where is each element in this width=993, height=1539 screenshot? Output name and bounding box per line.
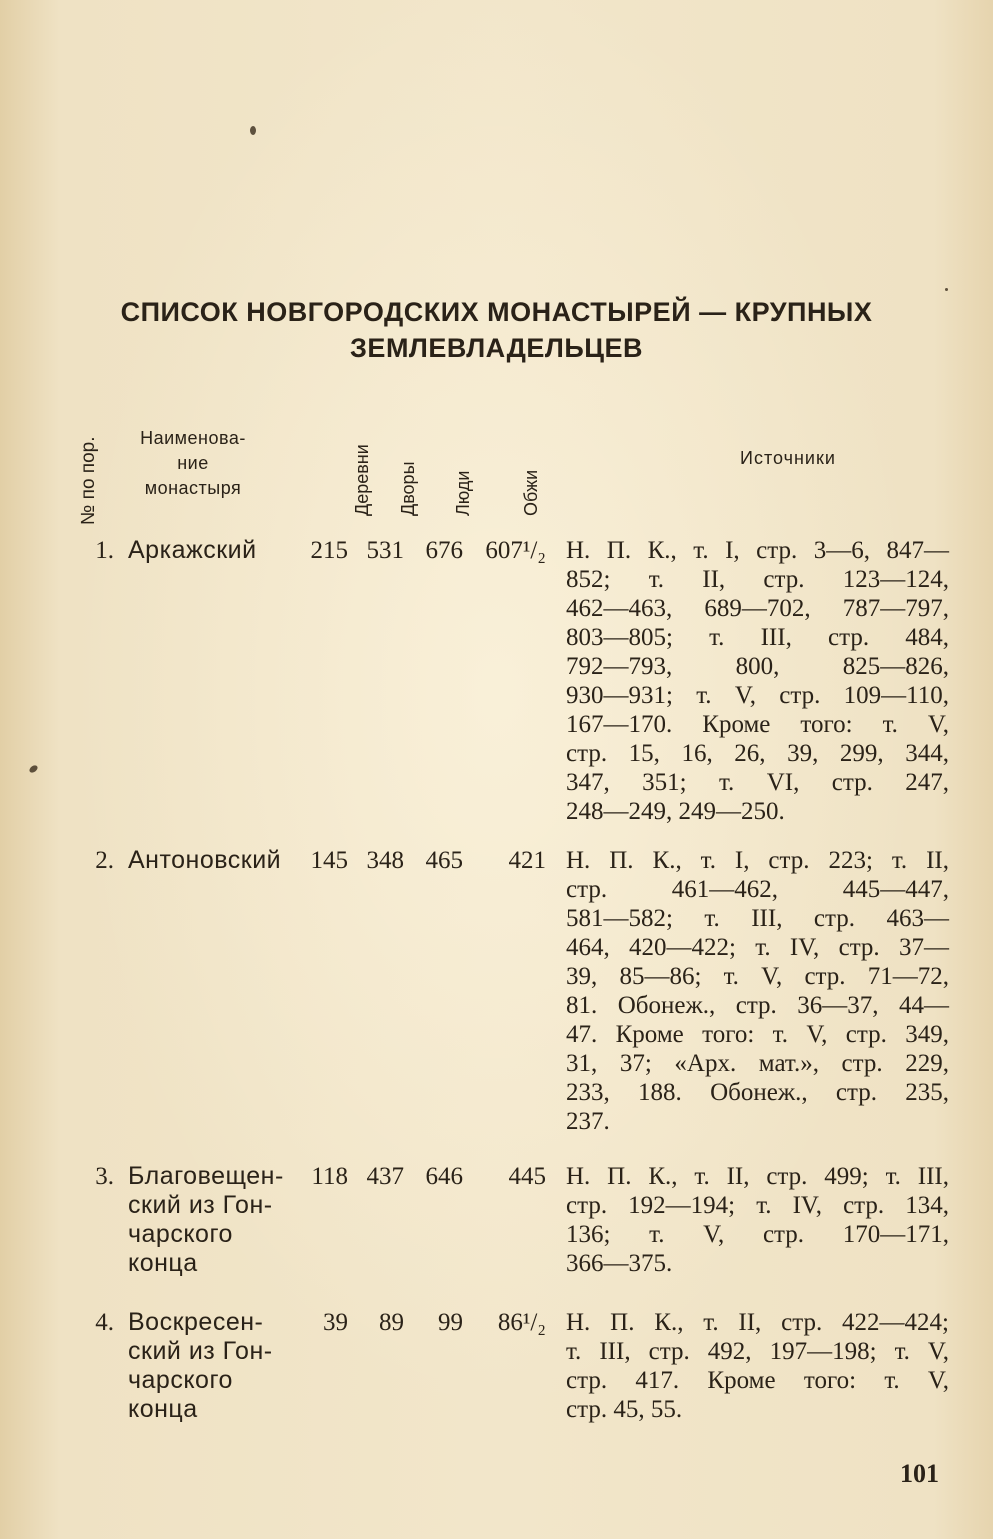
source-line: стр. 192—194; т. IV, стр. 134, bbox=[566, 1192, 949, 1219]
monastery-name-line: Аркажский bbox=[128, 536, 257, 564]
header-sources: Источники bbox=[740, 448, 836, 468]
source-line: Н. П. К., т. II, стр. 422—424; bbox=[566, 1309, 949, 1336]
source-line: 792—793, 800, 825—826, bbox=[566, 653, 949, 680]
source-line: 39, 85—86; т. V, стр. 71—72, bbox=[566, 963, 949, 990]
people-count: 676 bbox=[425, 537, 463, 564]
monastery-name-line: чарского bbox=[128, 1220, 233, 1248]
source-line: т. III, стр. 492, 197—198; т. V, bbox=[566, 1338, 949, 1365]
households-count: 437 bbox=[366, 1163, 404, 1190]
header-name-line-2: ние bbox=[177, 453, 209, 473]
source-line: стр. 461—462, 445—447, bbox=[566, 876, 949, 903]
obzhi-count: 421 bbox=[508, 847, 546, 874]
sources-text bbox=[566, 1308, 949, 1424]
monastery-name-line: Антоновский bbox=[128, 846, 282, 874]
source-line: 167—170. Кроме того: т. V, bbox=[566, 711, 949, 738]
header-name-line-3: монастыря bbox=[144, 478, 242, 498]
source-line: 81. Обонеж., стр. 36—37, 44— bbox=[566, 992, 949, 1019]
monastery-name-line: конца bbox=[128, 1249, 198, 1277]
monastery-name bbox=[128, 536, 303, 565]
source-line: Н. П. К., т. I, стр. 3—6, 847— bbox=[566, 537, 949, 564]
source-line: 930—931; т. V, стр. 109—110, bbox=[566, 682, 949, 709]
source-line: Н. П. К., т. I, стр. 223; т. II, bbox=[566, 847, 949, 874]
header-people: Люди bbox=[453, 470, 473, 516]
header-households: Дворы bbox=[398, 461, 418, 516]
source-line: стр. 15, 16, 26, 39, 299, 344, bbox=[566, 740, 949, 767]
villages-count: 145 bbox=[310, 847, 348, 874]
monastery-name-line: ский из Гон- bbox=[128, 1337, 273, 1365]
people-count: 646 bbox=[425, 1163, 463, 1190]
row-number: 3. bbox=[95, 1163, 114, 1190]
row-number: 2. bbox=[95, 847, 114, 874]
people-count: 99 bbox=[438, 1309, 463, 1336]
households-count: 89 bbox=[379, 1309, 404, 1336]
header-obzhi: Обжи bbox=[521, 469, 541, 516]
source-line: Н. П. К., т. II, стр. 499; т. III, bbox=[566, 1163, 949, 1190]
row-number: 4. bbox=[95, 1309, 114, 1336]
sources-text bbox=[566, 846, 949, 1136]
obzhi-count: 445 bbox=[508, 1163, 546, 1190]
monastery-name-line: Воскресен- bbox=[128, 1308, 264, 1336]
header-name-line-1: Наименова- bbox=[140, 428, 246, 448]
households-count: 531 bbox=[366, 537, 404, 564]
villages-count: 118 bbox=[311, 1163, 348, 1190]
source-line: 31, 37; «Арх. мат.», стр. 229, bbox=[566, 1050, 949, 1077]
source-line: 366—375. bbox=[566, 1250, 673, 1277]
source-line: 136; т. V, стр. 170—171, bbox=[566, 1221, 949, 1248]
source-line: 803—805; т. III, стр. 484, bbox=[566, 624, 949, 651]
source-line: 248—249, 249—250. bbox=[566, 798, 785, 825]
source-line: стр. 45, 55. bbox=[566, 1396, 683, 1423]
row-number: 1. bbox=[95, 537, 114, 564]
monastery-name-line: ский из Гон- bbox=[128, 1191, 273, 1219]
header-name bbox=[128, 426, 258, 501]
monastery-name-line: чарского bbox=[128, 1366, 233, 1394]
title-line-2: ЗЕМЛЕВЛАДЕЛЬЦЕВ bbox=[350, 333, 643, 363]
header-villages: Деревни bbox=[352, 444, 372, 516]
ink-speck bbox=[28, 764, 39, 774]
page-title bbox=[0, 294, 993, 366]
obzhi-count: 607¹/₂ bbox=[485, 537, 546, 564]
source-line: 581—582; т. III, стр. 463— bbox=[566, 905, 949, 932]
sources-text bbox=[566, 536, 949, 826]
source-line: 462—463, 689—702, 787—797, bbox=[566, 595, 949, 622]
source-line: 237. bbox=[566, 1108, 610, 1135]
source-line: 47. Кроме того: т. V, стр. 349, bbox=[566, 1021, 949, 1048]
monastery-name-line: конца bbox=[128, 1395, 198, 1423]
source-line: 852; т. II, стр. 123—124, bbox=[566, 566, 949, 593]
ink-speck bbox=[250, 126, 256, 135]
source-line: 464, 420—422; т. IV, стр. 37— bbox=[566, 934, 949, 961]
monastery-name-line: Благовещен- bbox=[128, 1162, 284, 1190]
source-line: 233, 188. Обонеж., стр. 235, bbox=[566, 1079, 949, 1106]
sources-text bbox=[566, 1162, 949, 1278]
villages-count: 39 bbox=[323, 1309, 348, 1336]
monastery-name bbox=[128, 1162, 303, 1278]
households-count: 348 bbox=[366, 847, 404, 874]
monastery-name bbox=[128, 1308, 303, 1424]
monastery-name bbox=[128, 846, 303, 875]
page-number: 101 bbox=[900, 1459, 939, 1488]
header-number: № по пор. bbox=[78, 436, 99, 525]
villages-count: 215 bbox=[310, 537, 348, 564]
people-count: 465 bbox=[425, 847, 463, 874]
source-line: 347, 351; т. VI, стр. 247, bbox=[566, 769, 949, 796]
obzhi-count: 86¹/₂ bbox=[497, 1309, 546, 1336]
title-line-1: СПИСОК НОВГОРОДСКИХ МОНАСТЫРЕЙ — КРУПНЫХ bbox=[120, 297, 873, 327]
ink-speck bbox=[945, 288, 948, 291]
source-line: стр. 417. Кроме того: т. V, bbox=[566, 1367, 949, 1394]
